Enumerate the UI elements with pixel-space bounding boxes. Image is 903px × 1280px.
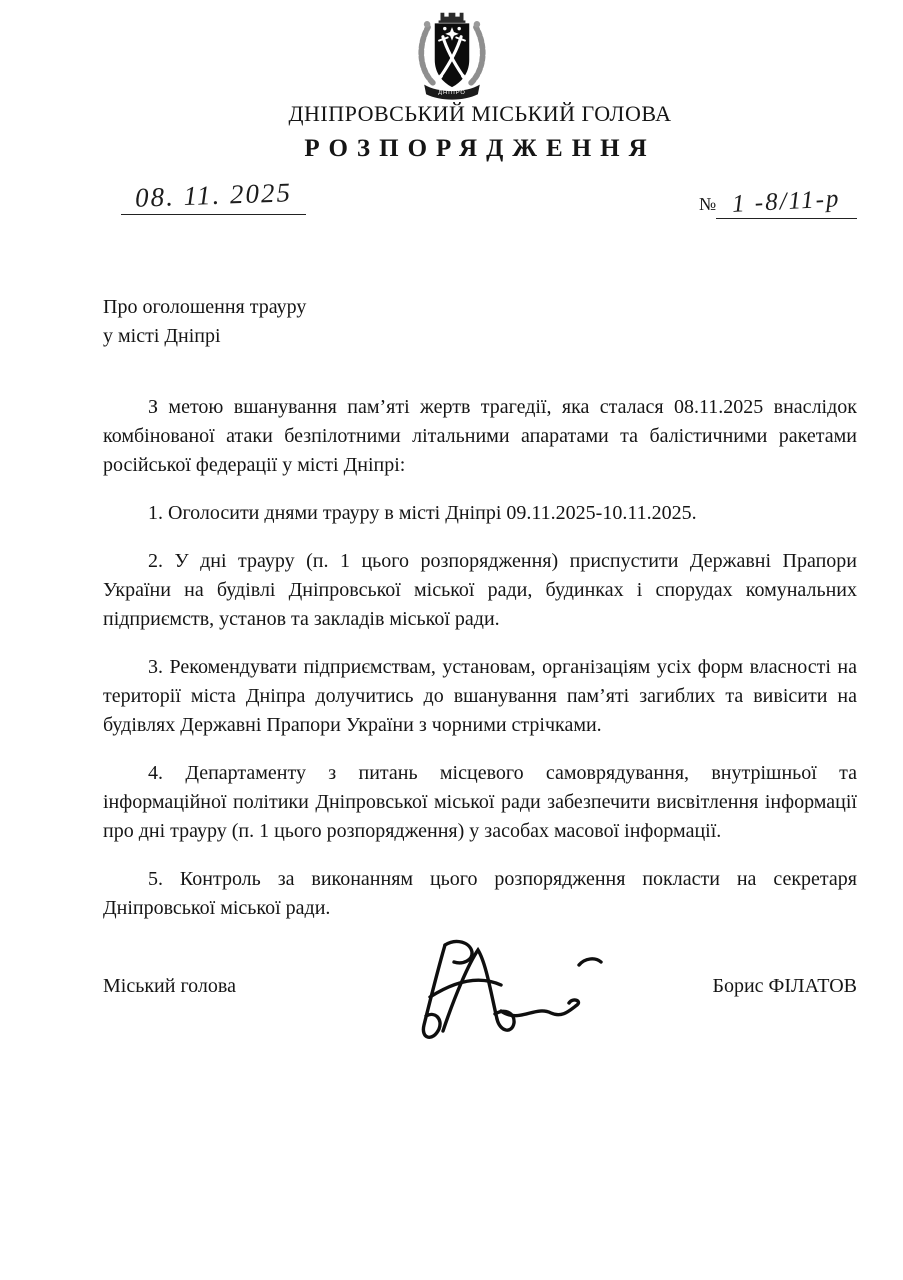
item-1: 1. Оголосити днями трауру в місті Дніпрі 09.11.2025-10.11.2025. bbox=[148, 502, 697, 524]
right-dot bbox=[457, 27, 460, 30]
subject-line-1: Про оголошення трауру bbox=[103, 296, 307, 318]
left-dot bbox=[443, 27, 446, 30]
signature-block bbox=[103, 935, 857, 1045]
signature-icon bbox=[383, 935, 618, 1051]
document-header bbox=[103, 100, 857, 164]
city-coat-of-arms bbox=[0, 8, 903, 100]
number-field bbox=[699, 185, 857, 219]
date-number-row bbox=[103, 177, 857, 230]
handwritten-number: 1 -8/11-р bbox=[731, 185, 842, 218]
item-4: 4. Департаменту з питань місцевого самоврядування, внутрішньої та інформаційної політики Дніпровської міської ради забезпечити висвітлення інформації про дні трауру (п. 1 цього розпорядження) у засобах масової інформації. bbox=[103, 762, 857, 842]
subject-line-2: у місті Дніпрі bbox=[103, 325, 221, 347]
item-2: 2. У дні трауру (п. 1 цього розпорядження) приспустити Державні Прапори України на будівлі Дніпровської міської ради, будинках і спорудах комунальних підприємств, установ та закладів міської ради. bbox=[103, 550, 857, 630]
date-field bbox=[121, 177, 306, 215]
emblem-banner-text: ДНІПРО bbox=[437, 90, 466, 97]
crown-icon bbox=[438, 13, 465, 23]
item-5: 5. Контроль за виконанням цього розпорядження покласти на секретаря Дніпровської міської ради. bbox=[103, 868, 857, 919]
handwritten-date: 08. 11. 2025 bbox=[134, 177, 293, 213]
document-type-title: РОЗПОРЯДЖЕННЯ bbox=[304, 134, 656, 162]
signer-position: Міський голова bbox=[103, 975, 236, 997]
subject-block bbox=[103, 293, 523, 351]
item-3: 3. Рекомендувати підприємствам, установам, організаціям усіх форм власності на території міста Дніпра долучитись до вшанування пам’яті загиблих та вивісити на будівлях Державні Прапори України з чорними стрічками. bbox=[103, 656, 857, 736]
issuing-authority-title: ДНІПРОВСЬКИЙ МІСЬКИЙ ГОЛОВА bbox=[288, 101, 672, 126]
preamble-paragraph: З метою вшанування пам’яті жертв трагедії, яка сталася 08.11.2025 внаслідок комбінованої атаки безпілотними літальними апаратами та балістичними ракетами російської федерації у місті Дніпрі: bbox=[103, 396, 857, 476]
document-body bbox=[103, 393, 857, 942]
number-line bbox=[716, 185, 857, 219]
coat-of-arms-graphic bbox=[404, 8, 500, 100]
signer-name: Борис ФІЛАТОВ bbox=[712, 975, 857, 997]
number-sign: № bbox=[699, 194, 717, 214]
